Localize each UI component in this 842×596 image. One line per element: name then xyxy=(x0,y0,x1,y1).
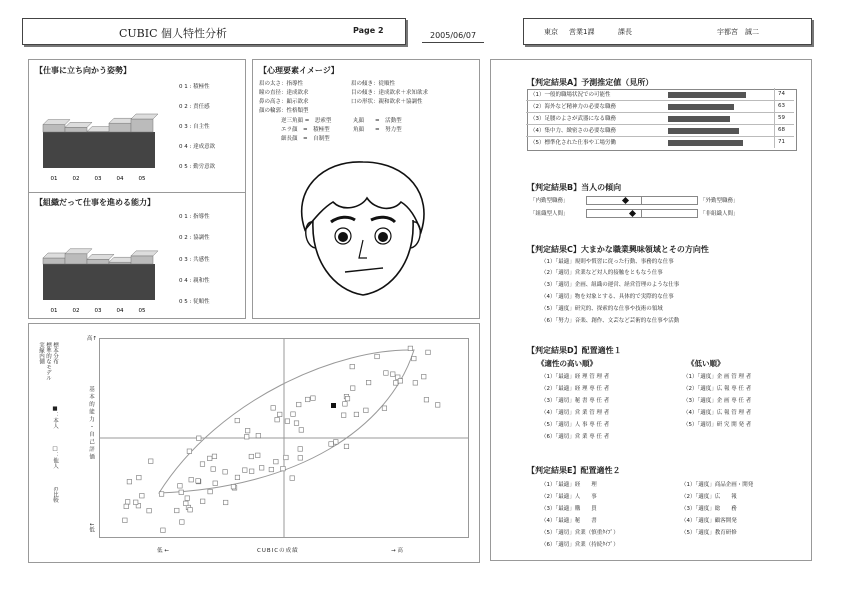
scatter-point-other xyxy=(175,508,180,513)
work-attitude-item: 0 4 : 達成意欲 xyxy=(179,144,216,150)
scatter-point-other xyxy=(305,397,310,402)
scatter-point-other xyxy=(256,453,261,458)
work-attitude-item: 0 1 : 積極性 xyxy=(179,84,210,90)
result-d-high-item: （5）「適切」人 事 専 任 者 xyxy=(541,422,610,428)
work-attitude-title: 【仕事に立ち向かう姿勢】 xyxy=(35,66,131,75)
y-axis-label: 基本的能力・自己評価 xyxy=(88,386,94,461)
psych-panel xyxy=(252,59,480,319)
scatter-point-other xyxy=(382,406,387,411)
result-b-scale-center xyxy=(641,209,642,218)
result-b-left-label: 「内勤型職務」 xyxy=(530,198,569,204)
result-d-high-item: （4）「適切」営 業 管 理 者 xyxy=(541,410,610,416)
scatter-point-other xyxy=(285,419,290,424)
org-ability-item: 0 1 : 指導性 xyxy=(179,214,210,220)
org-ability-bar xyxy=(131,256,153,264)
result-d-low-item: （3）「適度」企 画 専 任 者 xyxy=(683,398,752,404)
scatter-point-other xyxy=(269,467,274,472)
report-date: 2005/06/07 xyxy=(422,31,484,43)
scatter-point-other xyxy=(256,433,261,438)
scatter-point-other xyxy=(435,403,440,408)
scatter-point-other xyxy=(140,493,145,498)
result-b-scale xyxy=(586,209,698,218)
result-a-bar xyxy=(668,140,743,146)
scatter-point-other xyxy=(200,462,205,467)
scatter-point-other xyxy=(159,492,164,497)
work-attitude-item: 0 3 : 自主性 xyxy=(179,124,210,130)
psych-col2-item: 目の傾き：達成欲求＋求知欲求 xyxy=(351,90,429,96)
result-b-title: 【判定結果B】当人の傾向 xyxy=(527,183,622,192)
result-a-value: 59 xyxy=(778,115,785,121)
result-e-right-item: （1）「適度」商品企画・開発 xyxy=(681,482,754,488)
scatter-point-other xyxy=(350,364,355,369)
work-attitude-bar-top xyxy=(65,122,92,127)
scatter-point-other xyxy=(223,470,228,475)
scatter-point-other xyxy=(364,408,369,413)
legend-item: 標準的なモデル xyxy=(45,342,51,381)
person-name: 宇都宮 誠二 xyxy=(717,28,759,36)
x-axis-low: 低 ← xyxy=(157,548,169,554)
org-ability-bar xyxy=(43,258,65,264)
result-a-bar xyxy=(668,92,746,98)
org-ability-x-label: 04 xyxy=(116,308,124,314)
scatter-point-other xyxy=(343,402,348,407)
result-e-left-item: （4）「最適」秘 書 xyxy=(541,518,597,524)
result-c-item: （5）「適度」研究的、探索的な仕事や技術の領域 xyxy=(541,306,663,312)
scatter-point-other xyxy=(249,454,254,459)
result-e-title: 【判定結果E】配置適性２ xyxy=(527,466,621,475)
scatter-point-other xyxy=(123,518,128,523)
scatter-point-other xyxy=(398,379,403,384)
scatter-point-other xyxy=(185,496,190,501)
psych-col1-item: 瞳の直径：達成欲求 xyxy=(259,90,309,96)
org-ability-bar-top xyxy=(65,249,92,254)
legend-item: ■：本人 xyxy=(52,406,58,429)
result-d-high-item: （3）「適切」秘 書 専 任 者 xyxy=(541,398,610,404)
result-b-right-label: 「非組織人間」 xyxy=(700,211,739,217)
result-d-high-item: （1）「最適」経 理 管 理 者 xyxy=(541,374,610,380)
work-attitude-x-label: 02 xyxy=(72,176,80,182)
result-a-bar xyxy=(668,116,730,122)
person-box xyxy=(523,18,812,45)
org-ability-item: 0 3 : 共感性 xyxy=(179,257,210,263)
panel-divider xyxy=(29,192,245,193)
scatter-point-self xyxy=(331,403,336,408)
scatter-point-other xyxy=(184,501,189,506)
scatter-point-other xyxy=(213,481,218,486)
result-e-right-item: （2）「適度」広 報 xyxy=(681,494,737,500)
scatter-point-other xyxy=(235,475,240,480)
work-attitude-bar-top xyxy=(131,114,158,119)
result-e-left-item: （3）「最適」購 買 xyxy=(541,506,597,512)
result-c-item: （4）「適切」物を対象とする、具体的で実際的な仕事 xyxy=(541,294,674,300)
scatter-point-other xyxy=(281,466,286,471)
result-a-label: （5）標準化された仕事や工場労働 xyxy=(530,140,617,146)
work-attitude-x-label: 03 xyxy=(94,176,102,182)
work-attitude-bar-top xyxy=(43,120,70,125)
scatter-point-other xyxy=(249,469,254,474)
result-e-right-item: （5）「適度」教育研修 xyxy=(681,530,737,536)
scatter-point-other xyxy=(212,454,217,459)
result-e-right-item: （4）「適度」顧客開発 xyxy=(681,518,737,524)
org-ability-x-label: 01 xyxy=(50,308,58,314)
scatter-point-other xyxy=(259,466,264,471)
scatter-point-other xyxy=(200,499,205,504)
org-ability-x-label: 02 xyxy=(72,308,80,314)
org-ability-bar-top xyxy=(87,254,114,259)
scatter-point-other xyxy=(243,468,248,473)
scatter-point-other xyxy=(299,428,304,433)
work-attitude-x-label: 05 xyxy=(138,176,146,182)
org-ability-bar xyxy=(65,254,87,264)
x-axis-high: → 高 xyxy=(391,548,403,554)
result-e-left-item: （6）「適切」営業（持続ﾀｲﾌﾟ） xyxy=(541,542,619,548)
result-d-high-item: （2）「最適」経 理 専 任 者 xyxy=(541,386,610,392)
person-location: 東京 xyxy=(544,28,558,36)
result-d-low-item: （5）「適切」研 究 開 発 者 xyxy=(683,422,752,428)
org-ability-x-label: 05 xyxy=(138,308,146,314)
scatter-point-other xyxy=(223,500,228,505)
result-a-bar xyxy=(668,104,734,110)
legend-item: 実線内側 xyxy=(38,342,44,364)
scatter-point-other xyxy=(393,381,398,386)
result-c-item: （1）「最適」規則や慣習に従った行動、事務的な仕事 xyxy=(541,259,674,265)
result-a-value: 63 xyxy=(778,103,785,109)
scatter-point-other xyxy=(244,435,249,440)
result-c-item: （2）「適切」営業など対人的接触をともなう仕事 xyxy=(541,270,663,276)
psych-col2-item: 眉の傾き：従順性 xyxy=(351,81,396,87)
scatter-point-other xyxy=(137,475,142,480)
scatter-point-other xyxy=(207,456,212,461)
org-ability-item: 0 5 : 従順性 xyxy=(179,299,210,305)
work-attitude-bar xyxy=(109,123,131,132)
result-b-left-label: 「組織型人間」 xyxy=(530,211,569,217)
scatter-point-other xyxy=(426,350,431,355)
result-a-bar xyxy=(668,128,739,134)
report-title: CUBIC 個人特性分析 xyxy=(118,27,228,40)
work-attitude-chart xyxy=(39,100,169,186)
psych-type-item: エラ顔 = 積極型 xyxy=(281,127,330,133)
result-a-value: 74 xyxy=(778,91,785,97)
result-e-right-item: （3）「適度」総 務 xyxy=(681,506,737,512)
scatter-point-other xyxy=(179,490,184,495)
org-ability-bar xyxy=(109,262,131,264)
result-e-left-item: （2）「最適」人 事 xyxy=(541,494,597,500)
scatter-point-other xyxy=(296,402,301,407)
scatter-point-other xyxy=(391,372,396,377)
result-c-title: 【判定結果C】大まかな職業興味領域とその方向性 xyxy=(527,245,709,254)
scatter-point-other xyxy=(424,397,429,402)
scatter-point-other xyxy=(375,354,380,359)
result-d-high-title: 《適性の高い順》 xyxy=(537,359,597,368)
scatter-point-other xyxy=(133,500,138,505)
person-position: 課長 xyxy=(618,28,632,36)
scatter-point-other xyxy=(284,455,289,460)
psych-col1-item: 眉の太さ：指導性 xyxy=(259,81,304,87)
scatter-point-other xyxy=(344,444,349,449)
work-attitude-bar xyxy=(131,119,153,132)
title-box xyxy=(22,18,406,45)
scatter-point-other xyxy=(277,412,282,417)
scatter-point-other xyxy=(180,520,185,525)
scatter-point-other xyxy=(294,421,299,426)
scatter-point-other xyxy=(161,528,166,533)
result-b-scale-center xyxy=(641,196,642,205)
psych-title: 【心理要素イメージ】 xyxy=(259,66,339,75)
scatter-point-other xyxy=(211,467,216,472)
result-a-divider xyxy=(526,112,794,113)
result-d-low-item: （4）「適度」広 報 管 理 者 xyxy=(683,410,752,416)
scatter-point-other xyxy=(366,380,371,385)
work-attitude-bar xyxy=(65,127,87,132)
page-number: Page 2 xyxy=(353,26,384,35)
results-panel xyxy=(490,59,812,561)
result-b-right-label: 「外勤型職務」 xyxy=(700,198,739,204)
result-d-low-item: （1）「適度」企 画 管 理 者 xyxy=(683,374,752,380)
org-ability-bar xyxy=(87,259,109,264)
scatter-point-other xyxy=(275,417,280,422)
work-attitude-item: 0 2 : 責任感 xyxy=(179,104,210,110)
legend-item: の比較 xyxy=(52,486,58,503)
scatter-point-other xyxy=(341,413,346,418)
scatter-point-other xyxy=(413,381,418,386)
scatter-point-other xyxy=(235,418,240,423)
work-attitude-item: 0 5 : 勤労意欲 xyxy=(179,164,216,170)
psych-type-item: 角顔 = 努力型 xyxy=(353,127,402,133)
result-a-value: 68 xyxy=(778,127,785,133)
scatter-point-other xyxy=(124,504,129,509)
org-ability-item: 0 2 : 協調性 xyxy=(179,235,210,241)
psych-col1-item: 鼻の高さ：顕示欲求 xyxy=(259,99,309,105)
scatter-point-other xyxy=(245,428,250,433)
result-a-label: （2）海外など精神力の必要な職務 xyxy=(530,104,617,110)
x-axis-label: CUBICの成績 xyxy=(257,548,299,554)
ability-panel xyxy=(28,59,246,319)
scatter-point-other xyxy=(298,447,303,452)
scatter-point-other xyxy=(334,440,339,445)
y-axis-high: 高↑ xyxy=(87,336,98,342)
legend-item: □：他人 xyxy=(52,446,58,469)
result-c-item: （3）「適切」企画、組織の運営、経営管理のような仕事 xyxy=(541,282,680,288)
scatter-point-other xyxy=(354,412,359,417)
chart-base-band xyxy=(43,264,155,300)
psych-type-item: 細長顔 = 自制型 xyxy=(281,136,330,142)
work-attitude-x-label: 04 xyxy=(116,176,124,182)
scatter-point-other xyxy=(329,442,334,447)
scatter-point-other xyxy=(421,374,426,379)
work-attitude-x-label: 01 xyxy=(50,176,58,182)
result-c-item: （6）「努力」音楽、創作、文芸など芸術的な仕事や活動 xyxy=(541,318,680,324)
result-a-label: （4）集中力、緻密さの必要な職務 xyxy=(530,128,617,134)
chart-base-band xyxy=(43,132,155,168)
work-attitude-bar xyxy=(43,125,65,132)
org-ability-item: 0 4 : 親和性 xyxy=(179,278,210,284)
psych-type-item: 丸顔 = 活動型 xyxy=(353,118,402,124)
scatter-point-other xyxy=(189,477,194,482)
scatter-point-other xyxy=(384,371,389,376)
scatter-point-other xyxy=(125,500,130,505)
scatter-point-other xyxy=(311,396,316,401)
scatter-point-other xyxy=(188,508,193,513)
scatter-point-other xyxy=(291,412,296,417)
scatter-plot xyxy=(99,338,469,538)
result-a-label: （3）足腰のよさが武器になる職務 xyxy=(530,116,617,122)
scatter-point-other xyxy=(350,386,355,391)
org-ability-title: 【組織だって仕事を進める能力】 xyxy=(35,198,155,207)
result-a-divider xyxy=(526,100,794,101)
scatter-point-other xyxy=(271,406,276,411)
scatter-point-other xyxy=(187,449,192,454)
result-a-divider xyxy=(526,136,794,137)
scatter-point-other xyxy=(274,459,279,464)
result-d-high-item: （6）「適切」営 業 専 任 者 xyxy=(541,434,610,440)
scatter-point-other xyxy=(178,484,183,489)
scatter-point-other xyxy=(208,489,213,494)
scatter-point-other xyxy=(298,456,303,461)
result-d-low-title: 《低い順》 xyxy=(687,359,725,368)
result-a-divider xyxy=(526,124,794,125)
psych-col2-item: 口の形状：親和欲求＋協調性 xyxy=(351,99,423,105)
psych-type-item: 逆三角顔 = 思索型 xyxy=(281,118,332,124)
org-ability-x-label: 03 xyxy=(94,308,102,314)
result-b-scale xyxy=(586,196,698,205)
scatter-point-other xyxy=(408,346,413,351)
result-d-title: 【判定結果D】配置適性１ xyxy=(527,346,622,355)
scatter-point-other xyxy=(147,508,152,513)
result-a-column-line xyxy=(774,88,775,148)
scatter-point-other xyxy=(290,476,295,481)
scatter-point-other xyxy=(196,479,201,484)
org-ability-chart xyxy=(39,232,169,318)
result-a-title: 【判定結果A】予測推定値（見所） xyxy=(527,78,654,87)
scatter-point-other xyxy=(231,484,236,489)
person-department: 営業1課 xyxy=(569,28,595,36)
scatter-point-other xyxy=(412,356,417,361)
psych-col1-item: 顔の輪郭：性格類型 xyxy=(259,108,309,114)
result-e-left-item: （1）「最適」経 理 xyxy=(541,482,597,488)
scatter-point-other xyxy=(149,459,154,464)
result-d-low-item: （2）「適度」広 報 専 任 者 xyxy=(683,386,752,392)
result-e-left-item: （5）「適切」営業（慎重ﾀｲﾌﾟ） xyxy=(541,530,619,536)
scatter-point-other xyxy=(197,436,202,441)
org-ability-bar-top xyxy=(131,251,158,256)
y-axis-low: ↓低 xyxy=(88,522,94,533)
result-a-value: 71 xyxy=(778,139,785,145)
legend-item: 標本分布 xyxy=(52,342,58,364)
face-illustration xyxy=(283,150,443,310)
scatter-panel xyxy=(28,323,480,563)
scatter-point-other xyxy=(345,396,350,401)
result-a-label: （1）一般的職場状況での可能性 xyxy=(530,92,611,98)
scatter-point-other xyxy=(127,479,131,484)
